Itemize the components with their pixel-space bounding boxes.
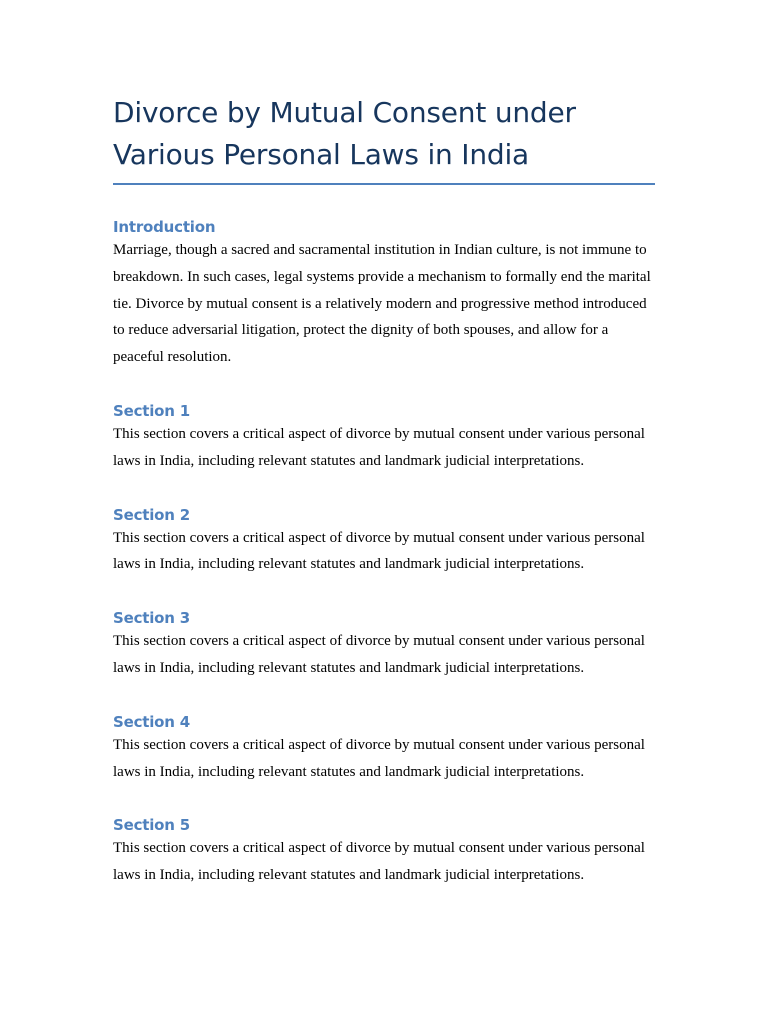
- section-1: [113, 401, 655, 475]
- section-heading: Section 2: [113, 505, 191, 524]
- section-heading: Section 5: [113, 816, 191, 835]
- document-title: Divorce by Mutual Consent under Various Personal Laws in India: [113, 92, 655, 185]
- section-heading: Section 4: [113, 712, 191, 731]
- section-introduction: [113, 217, 655, 371]
- section-heading: Section 3: [113, 609, 191, 628]
- section-body: This section covers a critical aspect of divorce by mutual consent under various personal laws in India, including relevant statutes and landmark judicial interpretations.: [113, 736, 645, 780]
- section-body: This section covers a critical aspect of divorce by mutual consent under various personal laws in India, including relevant statutes and landmark judicial interpretations.: [113, 425, 645, 469]
- section-heading: Section 1: [113, 401, 191, 420]
- section-4: [113, 712, 655, 786]
- section-3: [113, 608, 655, 682]
- document-page: [113, 92, 655, 889]
- section-2: [113, 505, 655, 579]
- section-heading: Introduction: [113, 218, 216, 236]
- section-body: This section covers a critical aspect of divorce by mutual consent under various personal laws in India, including relevant statutes and landmark judicial interpretations.: [113, 529, 645, 573]
- section-5: [113, 815, 655, 889]
- section-body: This section covers a critical aspect of divorce by mutual consent under various personal laws in India, including relevant statutes and landmark judicial interpretations.: [113, 633, 645, 676]
- section-body: This section covers a critical aspect of divorce by mutual consent under various personal laws in India, including relevant statutes and landmark judicial interpretations.: [113, 840, 645, 884]
- section-body: Marriage, though a sacred and sacramental institution in Indian culture, is not immune to breakdown. In such cases, legal systems provide a mechanism to formally end the marital tie. Divorce by mutual consent is a relatively modern and progressive method introduced to reduce adversarial litigation, protect the dignity of both spouses, and allow for a peaceful resolution.: [113, 242, 651, 366]
